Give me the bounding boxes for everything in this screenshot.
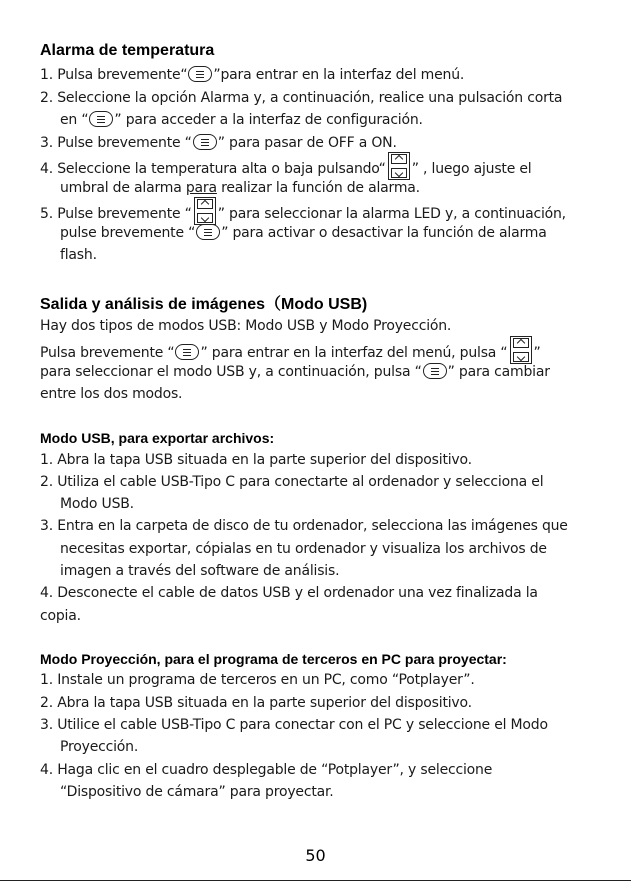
usb-intro-3b: ” para cambiar [447,364,550,380]
usb-intro-line-1: Hay dos tipos de modos USB: Modo USB y Modo Proyección. [40,318,452,334]
alarm-step-1 [40,64,464,86]
alarm-step-3-text-a: 3. Pulse brevemente “ [40,135,192,151]
alarm-step-4-cont-b: realizar la función de alarma. [216,180,420,196]
bottom-rule [0,880,631,881]
menu-button-icon [175,344,199,360]
usb-intro-3a: para seleccionar el modo USB y, a continuación, pulsa “ [40,364,422,380]
projection-step-1: 1. Instale un programa de terceros en un PC, como “Potplayer”. [40,672,475,688]
alarm-step-4-text-a: 4. Seleccione la temperatura alta o baja pulsando“ [40,161,386,177]
up-down-button-icon [510,336,532,364]
usb-mode-step-3-cont: necesitas exportar, cópialas en tu ordenador y visualiza los archivos de [60,541,547,557]
alarm-section-title: Alarma de temperatura [40,42,215,59]
alarm-step-5-cont-b: ” para activar o desactivar la función de alarma [221,225,547,241]
alarm-step-2-text-b: ” para acceder a la interfaz de configuración. [114,112,423,128]
alarm-step-3-text-b: ” para pasar de OFF a ON. [217,135,397,151]
projection-mode-title: Modo Proyección, para el programa de terceros en PC para proyectar: [40,651,507,667]
alarm-step-1-text-b: ”para entrar en la interfaz del menú. [213,67,465,83]
alarm-step-2-cont [60,109,423,131]
alarm-step-4-cont-a: umbral de alarma [60,180,186,196]
usb-intro-line-3 [40,361,550,383]
alarm-step-5-text-a: 5. Pulse brevemente “ [40,206,192,222]
menu-button-icon [423,363,447,379]
usb-mode-step-4: 4. Desconecte el cable de datos USB y el ordenador una vez finalizada la [40,585,538,601]
projection-step-3: 3. Utilice el cable USB-Tipo C para conectar con el PC y seleccione el Modo [40,717,548,733]
alarm-step-5-cont [60,222,547,244]
usb-mode-title: Modo USB, para exportar archivos: [40,430,275,446]
alarm-step-5-text-b: ” para seleccionar la alarma LED y, a continuación, [217,206,566,222]
menu-button-icon [89,111,113,127]
page-number: 50 [305,846,326,865]
usb-mode-step-2-cont: Modo USB. [60,496,134,512]
usb-mode-step-3-cont2: imagen a través del software de análisis. [60,563,340,579]
usb-intro-line-4: entre los dos modos. [40,386,183,402]
menu-button-icon [193,134,217,150]
alarm-step-4-text-b: ” , luego ajuste el [411,161,532,177]
alarm-step-4-cont-underlined: para [185,180,217,196]
alarm-step-5-cont2: flash. [60,247,97,263]
menu-button-icon [196,224,220,240]
projection-step-4-cont: “Dispositivo de cámara” para proyectar. [60,784,334,800]
usb-mode-step-3: 3. Entra en la carpeta de disco de tu ordenador, selecciona las imágenes que [40,518,568,534]
usb-mode-step-2: 2. Utiliza el cable USB-Tipo C para conectarte al ordenador y selecciona el [40,474,544,490]
usb-mode-step-4-cont: copia. [40,608,81,624]
alarm-step-2-text-a: en “ [60,112,89,128]
usb-section-title: Salida y análisis de imágenes（Modo USB) [40,296,368,313]
up-down-button-icon [388,152,410,180]
alarm-step-2: 2. Seleccione la opción Alarma y, a continuación, realice una pulsación corta [40,90,563,106]
usb-intro-2b: ” para entrar en la interfaz del menú, pulsa “ [200,345,508,361]
usb-mode-step-1: 1. Abra la tapa USB situada en la parte superior del dispositivo. [40,452,472,468]
projection-step-4: 4. Haga clic en el cuadro desplegable de “Potplayer”, y seleccione [40,762,493,778]
projection-step-3-cont: Proyección. [60,739,139,755]
alarm-step-3 [40,132,397,154]
usb-intro-2a: Pulsa brevemente “ [40,345,175,361]
projection-step-2: 2. Abra la tapa USB situada en la parte superior del dispositivo. [40,695,472,711]
up-down-button-icon [194,197,216,225]
alarm-step-4-cont [60,177,420,199]
alarm-step-5-cont-a: pulse brevemente “ [60,225,196,241]
menu-button-icon [188,66,212,82]
usb-intro-2c: ” [533,345,541,361]
alarm-step-1-text-a: 1. Pulsa brevemente“ [40,67,188,83]
